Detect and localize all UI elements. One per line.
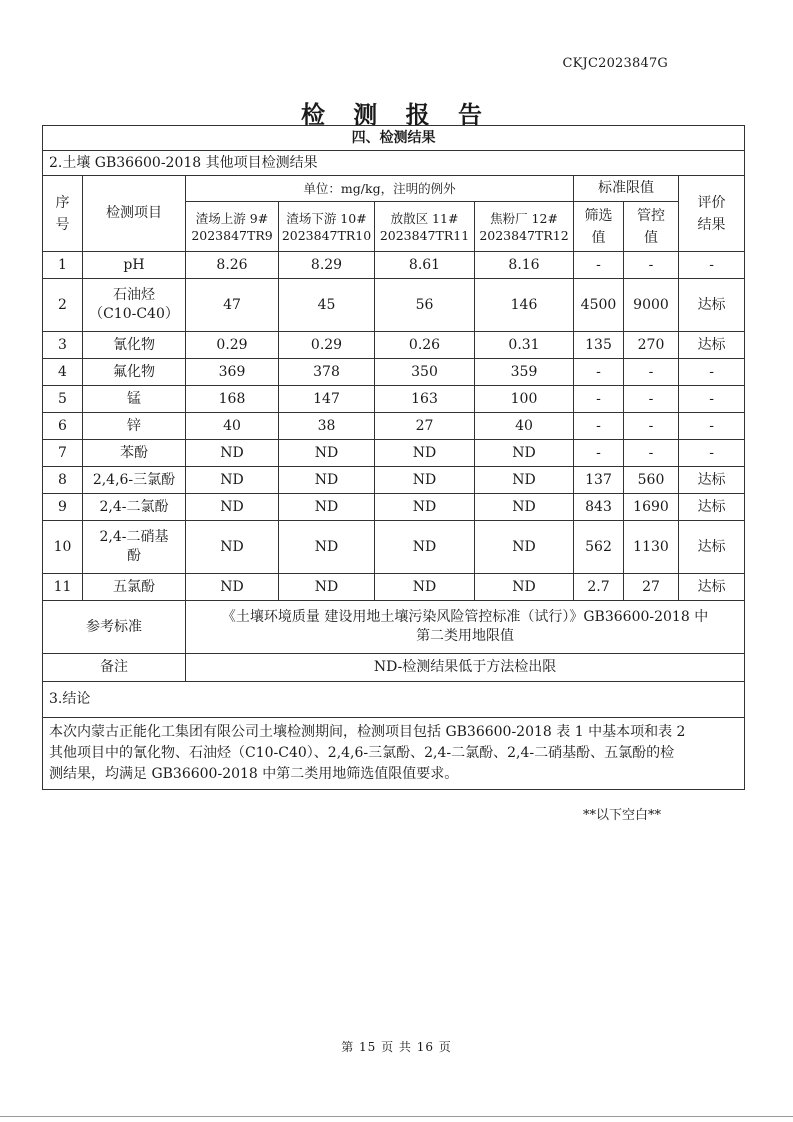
section-title: 四、检测结果 <box>43 126 745 151</box>
reference-label: 参考标准 <box>43 601 186 654</box>
sample-header: 渣场上游 9# 2023847TR9 <box>186 202 279 252</box>
end-note: **以下空白** <box>583 808 662 823</box>
conclusion-text: 本次内蒙古正能化工集团有限公司土壤检测期间，检测项目包括 GB36600-2018 表 1 中基本项和表 2 其他项目中的氰化物、石油烃（C10-C40）、2,4,6-三氯酚、2,4-二氯酚、2,4-二硝基酚、五氯酚的检 测结果，均满足 GB36600-2018 中第二类用地筛选值限值要求。 <box>43 718 745 790</box>
header-item: 检测项目 <box>83 176 186 252</box>
remark-label: 备注 <box>43 654 186 682</box>
header-seq: 序号 <box>43 176 83 252</box>
sample-header: 焦粉厂 12# 2023847TR12 <box>475 202 574 252</box>
reference-text: 《土壤环境质量 建设用地土壤污染风险管控标准（试行）》GB36600-2018 中 第二类用地限值 <box>186 601 745 654</box>
table-row: 7 苯酚 ND ND ND ND - - - <box>43 440 745 467</box>
document-number: CKJC2023847G <box>562 56 668 71</box>
sample-header: 渣场下游 10# 2023847TR10 <box>279 202 375 252</box>
sample-header: 放散区 11# 2023847TR11 <box>375 202 475 252</box>
table-row: 11 五氯酚 ND ND ND ND 2.7 27 达标 <box>43 574 745 601</box>
sub-title: 2.土壤 GB36600-2018 其他项目检测结果 <box>43 151 745 176</box>
table-row: 8 2,4,6-三氯酚 ND ND ND ND 137 560 达标 <box>43 467 745 494</box>
header-unit: 单位：mg/kg，注明的例外 <box>186 176 574 202</box>
table-row: 9 2,4-二氯酚 ND ND ND ND 843 1690 达标 <box>43 494 745 521</box>
report-title: 检 测 报 告 <box>300 100 493 129</box>
header-eval: 评价结果 <box>679 176 745 252</box>
header-screen: 筛选值 <box>574 202 624 252</box>
page-number: 第 15 页 共 16 页 <box>341 1040 452 1054</box>
table-row: 1 pH 8.26 8.29 8.61 8.16 - - - <box>43 252 745 279</box>
conclusion-title: 3.结论 <box>43 682 745 718</box>
header-control: 管控值 <box>624 202 679 252</box>
remark-text: ND-检测结果低于方法检出限 <box>186 654 745 682</box>
table-row: 6 锌 40 38 27 40 - - - <box>43 413 745 440</box>
header-std-limit: 标准限值 <box>574 176 679 202</box>
results-table <box>42 125 745 790</box>
bottom-rule <box>0 1116 793 1117</box>
table-row: 4 氟化物 369 378 350 359 - - - <box>43 359 745 386</box>
table-row: 10 2,4-二硝基 酚 ND ND ND ND 562 1130 达标 <box>43 521 745 574</box>
table-row: 3 氰化物 0.29 0.29 0.26 0.31 135 270 达标 <box>43 332 745 359</box>
table-row: 5 锰 168 147 163 100 - - - <box>43 386 745 413</box>
table-row: 2 石油烃 （C10-C40） 47 45 56 146 4500 9000 达标 <box>43 279 745 332</box>
